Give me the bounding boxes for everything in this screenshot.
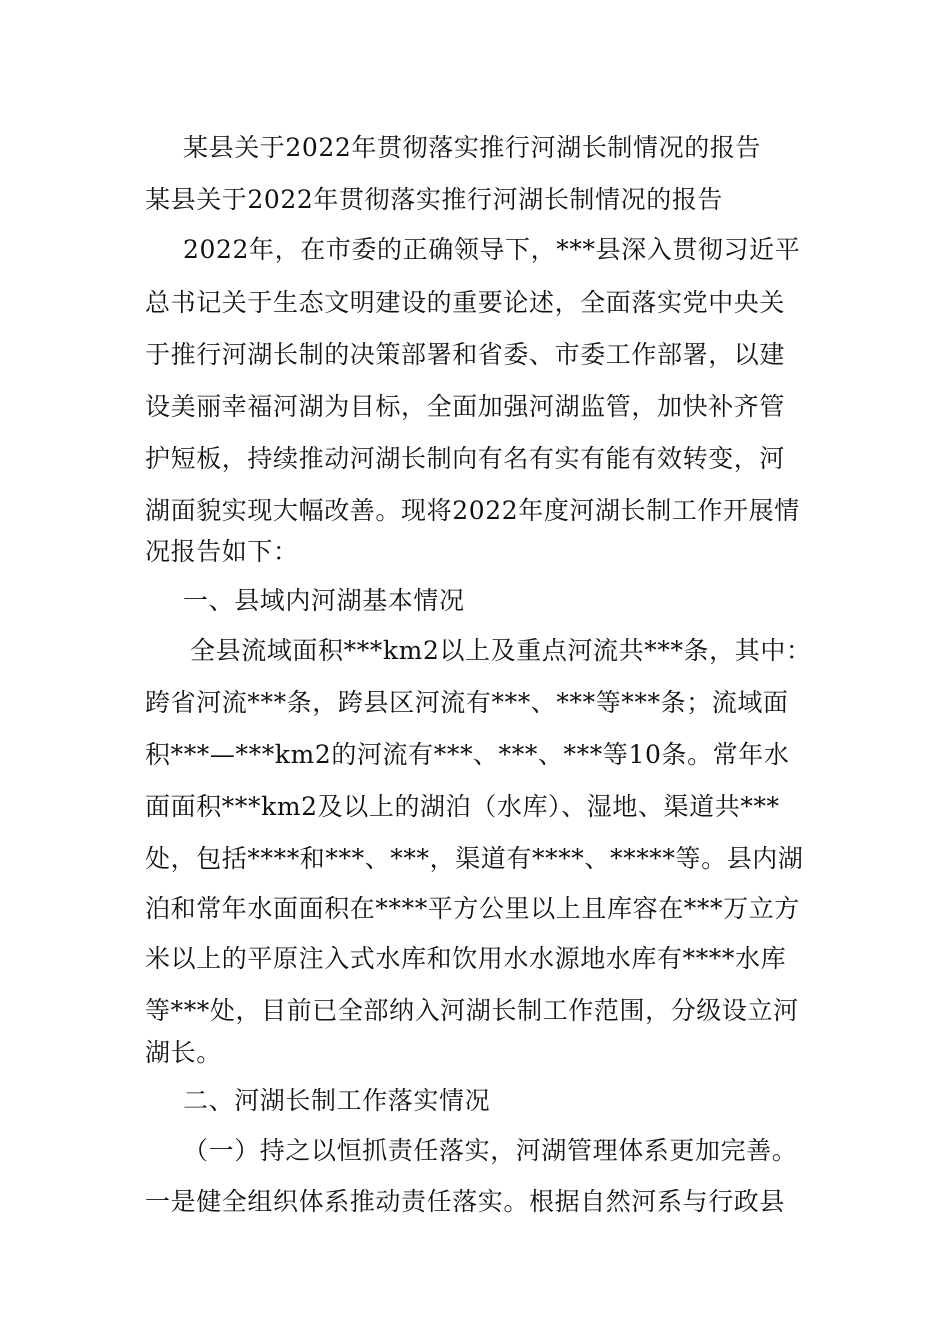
- report-title: 某县关于2022年贯彻落实推行河湖长制情况的报告: [183, 133, 762, 162]
- paragraph-rivers-line-3: 积***—***km2的河流有***、***、***等10条。常年水: [145, 740, 790, 769]
- paragraph-rivers-line-9: 湖长。: [145, 1038, 222, 1067]
- paragraph-intro-line-3: 于推行河湖长制的决策部署和省委、市委工作部署，以建: [145, 340, 786, 369]
- paragraph-intro-line-7: 况报告如下：: [145, 537, 299, 566]
- paragraph-intro-line-4: 设美丽幸福河湖为目标，全面加强河湖监管，加快补齐管: [145, 392, 786, 421]
- paragraph-organization-line-1: 一是健全组织体系推动责任落实。根据自然河系与行政县: [145, 1187, 786, 1216]
- paragraph-rivers-line-8: 等***处，目前已全部纳入河湖长制工作范围，分级设立河: [145, 996, 799, 1025]
- paragraph-intro-line-2: 总书记关于生态文明建设的重要论述，全面落实党中央关: [145, 288, 786, 317]
- paragraph-intro-line-5: 护短板，持续推动河湖长制向有名有实有能有效转变，河: [145, 444, 786, 473]
- report-title-repeat: 某县关于2022年贯彻落实推行河湖长制情况的报告: [145, 185, 724, 214]
- paragraph-intro-line-6: 湖面貌实现大幅改善。现将2022年度河湖长制工作开展情: [145, 496, 800, 525]
- paragraph-rivers-line-2: 跨省河流***条，跨县区河流有***、***等***条；流域面: [145, 688, 789, 717]
- paragraph-rivers-line-7: 米以上的平原注入式水库和饮用水水源地水库有****水库: [145, 944, 787, 973]
- section-heading-1: 一、县域内河湖基本情况: [183, 586, 465, 615]
- paragraph-rivers-line-5: 处，包括****和***、***，渠道有****、*****等。县内湖: [145, 844, 804, 873]
- paragraph-rivers-line-4: 面面积***km2及以上的湖泊（水库）、湿地、渠道共***: [145, 792, 780, 821]
- subsection-heading-1: （一）持之以恒抓责任落实，河湖管理体系更加完善。: [183, 1136, 798, 1165]
- paragraph-rivers-line-1: 全县流域面积***km2以上及重点河流共***条，其中：: [190, 636, 812, 665]
- section-heading-2: 二、河湖长制工作落实情况: [183, 1086, 491, 1115]
- paragraph-rivers-line-6: 泊和常年水面面积在****平方公里以上且库容在***万立方: [145, 894, 800, 923]
- paragraph-intro-line-1: 2022年，在市委的正确领导下，***县深入贯彻习近平: [183, 235, 801, 264]
